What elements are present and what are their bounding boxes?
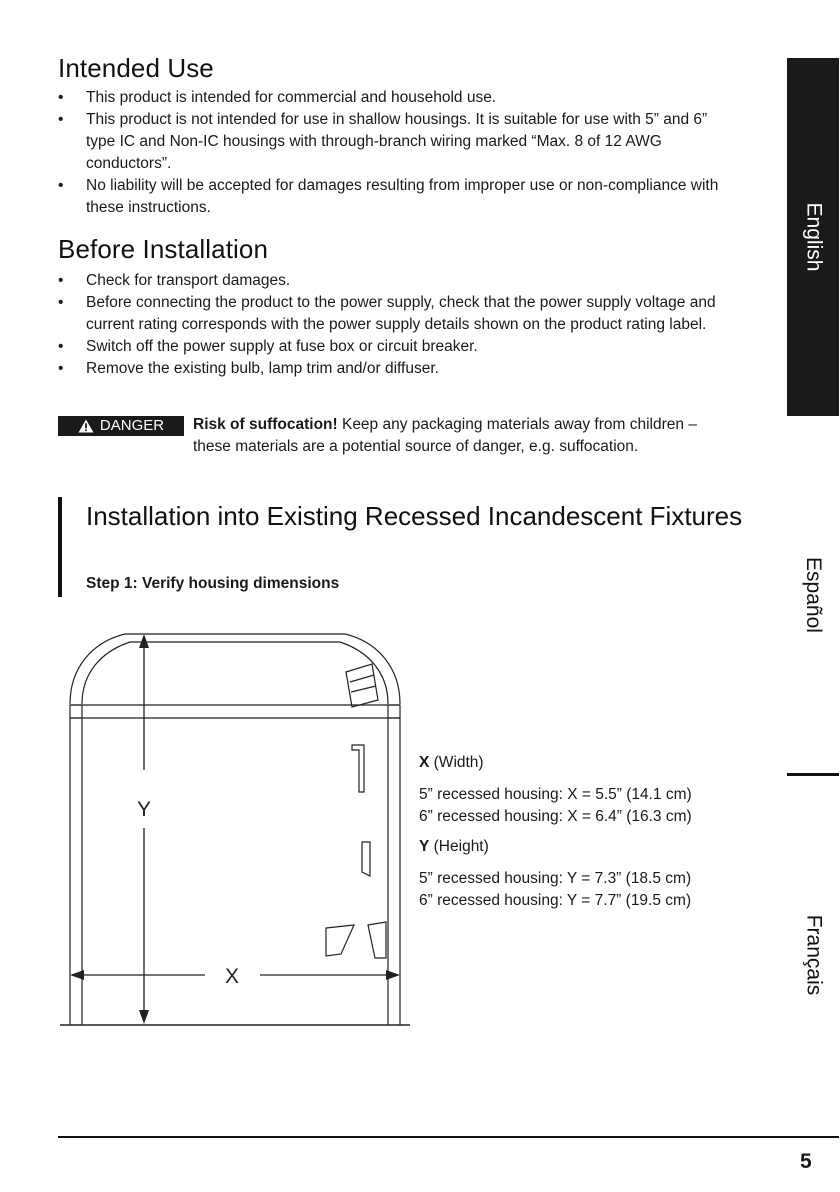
height-letter: Y (419, 838, 430, 855)
page-number: 5 (800, 1150, 812, 1173)
tab-francais[interactable] (787, 890, 839, 1020)
tab-francais-label: Français (802, 914, 825, 996)
y-arrow-top (139, 634, 149, 648)
width-row-5in: 5” recessed housing: X = 5.5” (14.1 cm) (419, 786, 692, 803)
dimension-details (419, 752, 749, 920)
list-item: • This product is not intended for use in shallow housings. It is suitable for use with 5” and 6” type IC and Non-IC housings with through-branch wiring marked “Max. 8 of 12 AWG conductors”. (58, 109, 738, 175)
x-dimension-label: X (224, 965, 240, 988)
list-item: • Remove the existing bulb, lamp trim and/or diffuser. (58, 358, 738, 380)
footer-rule (58, 1136, 839, 1138)
list-item: • This product is intended for commercial and household use. (58, 87, 738, 109)
width-letter: X (419, 754, 430, 771)
step-1-title: Step 1: Verify housing dimensions (86, 575, 340, 592)
y-arrow-bottom (139, 1010, 149, 1024)
tab-espanol[interactable] (787, 540, 839, 650)
list-item: • Before connecting the product to the power supply, check that the power supply voltage and current rating corresponds with the power supply details shown on the product rating label. (58, 292, 738, 336)
list-item: • Switch off the power supply at fuse box or circuit breaker. (58, 336, 738, 358)
tab-english[interactable] (787, 58, 839, 416)
danger-description: Keep any packaging materials away from children – these materials are a potential source of danger, e.g. suffocation. (193, 416, 697, 455)
housing-clip-left (70, 705, 82, 718)
installation-heading: Installation into Existing Recessed Incandescent Fixtures (86, 501, 743, 531)
list-item: • No liability will be accepted for damages resulting from improper use or non-compliance with these instructions. (58, 175, 738, 219)
intended-use-heading: Intended Use (58, 53, 214, 83)
tab-divider (787, 773, 839, 776)
width-caption: (Width) (429, 754, 484, 771)
height-caption: (Height) (429, 838, 489, 855)
housing-clip-right (388, 705, 400, 718)
list-item: • Check for transport damages. (58, 270, 738, 292)
danger-badge-label: DANGER (99, 417, 165, 434)
y-dimension-label: Y (136, 798, 152, 821)
width-row-6in: 6” recessed housing: X = 6.4” (16.3 cm) (419, 808, 692, 825)
housing-dome (70, 634, 400, 704)
x-arrow-left (70, 970, 84, 980)
x-arrow-right (386, 970, 400, 980)
before-installation-heading: Before Installation (58, 234, 269, 264)
tab-espanol-label: Español (802, 557, 826, 633)
tab-english-label: English (802, 202, 826, 272)
danger-title: Risk of suffocation! (193, 416, 338, 433)
height-label (419, 836, 749, 858)
height-row-5in: 5” recessed housing: Y = 7.3” (18.5 cm) (419, 870, 692, 887)
height-row-6in: 6” recessed housing: Y = 7.7” (19.5 cm) (419, 892, 692, 909)
width-label (419, 752, 749, 774)
housing-dome-inner (82, 642, 388, 704)
